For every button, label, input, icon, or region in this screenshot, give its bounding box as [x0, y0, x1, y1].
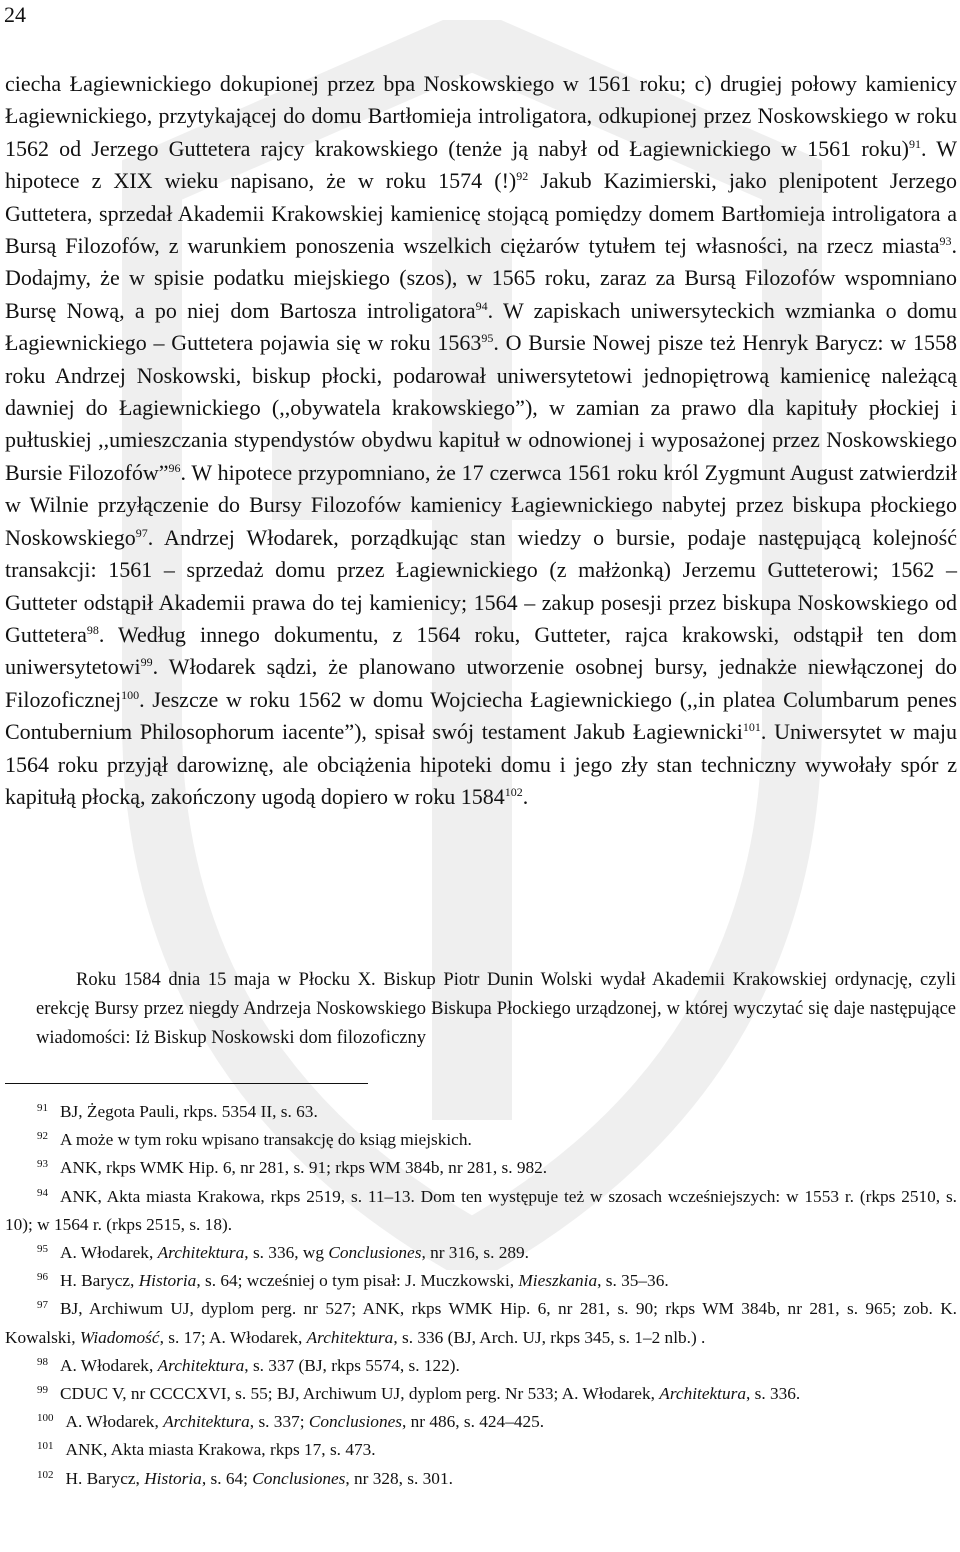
footnote-number: 97 — [37, 1299, 48, 1312]
footnote-title: Mieszkania — [518, 1271, 598, 1291]
footnote-text: ANK, Akta miasta Krakowa, rkps 17, s. 473. — [65, 1440, 376, 1460]
footnote-number: 96 — [37, 1271, 48, 1284]
text-run: . Uniwersytet w maju 1564 roku przyjął darowiznę, ale obciążenia hipoteki domu i jego zły stan techniczny wywołały spór z kapitułą płocką, zakończony ugodą dopiero w roku 1584 — [5, 719, 957, 809]
footnote-title: Historia — [138, 1271, 197, 1291]
footnote-ref: 94 — [475, 298, 488, 313]
footnote-text: , nr 328, s. 301. — [345, 1468, 453, 1488]
text-run: . Według innego dokumentu, z 1564 roku, Gutteter, rajca krakowski, odstąpił ten dom uniwersytetowi — [5, 621, 957, 680]
footnote-number: 101 — [37, 1440, 54, 1453]
footnote-91 — [5, 1098, 957, 1126]
footnote-ref: 93 — [939, 234, 952, 249]
footnote-ref: 100 — [121, 687, 140, 702]
footnote-95 — [5, 1239, 957, 1267]
page-number: 24 — [4, 2, 26, 27]
footnote-98 — [5, 1352, 957, 1380]
footnote-text: , s. 64; wcześniej o tym pisał: J. Muczkowski, — [196, 1271, 519, 1291]
footnote-number: 99 — [37, 1384, 48, 1397]
footnote-text: CDUC V, nr CCCCXVI, s. 55; BJ, Archiwum UJ, dyplom perg. Nr 533; A. Włodarek, — [60, 1384, 660, 1404]
text-run: . — [522, 783, 529, 809]
footnote-text: , s. 337 (BJ, rkps 5574, s. 122). — [244, 1355, 460, 1375]
footnote-title: Conclusiones — [328, 1243, 422, 1263]
footnote-title: Architektura — [306, 1327, 394, 1347]
footnote-text: A może w tym roku wpisano transakcję do ksiąg miejskich. — [60, 1130, 472, 1150]
footnote-number: 100 — [37, 1412, 54, 1425]
footnote-title: Wiadomość — [79, 1327, 160, 1347]
footnote-101 — [5, 1436, 957, 1464]
footnote-text: , s. 64; — [201, 1468, 253, 1488]
footnote-text: , nr 486, s. 424–425. — [401, 1412, 545, 1432]
footnote-text: , s. 336, wg — [244, 1243, 329, 1263]
footnote-94 — [5, 1183, 957, 1239]
footnote-title: Architektura — [163, 1412, 250, 1432]
footnote-title: Conclusiones — [252, 1468, 346, 1488]
footnote-ref: 98 — [86, 622, 99, 637]
footnote-number: 91 — [37, 1102, 48, 1114]
footnote-title: Architektura — [157, 1355, 245, 1375]
text-run: . W hipotece przypomniano, że 17 czerwca 1561 roku król Zygmunt August zatwierdził w Wilnie przyłączenie do Bursy Filozofów kamienicy Łagiewnickiego nabytej przez biskupa płockiego Noskowskiego — [5, 459, 957, 550]
footnote-text: H. Barycz, — [60, 1271, 139, 1291]
footnote-text: A. Włodarek, — [60, 1355, 158, 1375]
footnote-ref: 99 — [140, 655, 153, 670]
footnote-text: A. Włodarek, — [65, 1412, 164, 1432]
text-run: ciecha Łagiewnickiego dokupionej przez bpa Noskowskiego w 1561 roku; c) drugiej połowy kamienicy Łagiewnickiego, przytykającej do domu Bartłomieja introligatora, odkupionej przez Noskowskiego w roku 1562 od Jerzego Guttetera rajcy krakowskiego (tenże ją nabył od Łagiewnickiego w 1561 roku) — [5, 71, 957, 161]
footnote-text: , s. 337; — [249, 1412, 309, 1432]
footnote-text: , nr 316, s. 289. — [421, 1243, 529, 1263]
footnote-number: 98 — [37, 1355, 48, 1368]
footnote-text: , s. 35–36. — [597, 1271, 669, 1291]
text-run: . W zapiskach uniwersyteckich wzmianka o domu Łagiewnickiego – Guttetera pojawia się w roku 1563 — [5, 297, 957, 356]
footnote-99 — [5, 1380, 957, 1408]
footnote-92 — [5, 1126, 957, 1154]
text-run: . O Bursie Nowej pisze też Henryk Barycz: w 1558 roku Andrzej Noskowski, biskup płocki, podarował uniwersytetowi jednopiętrową kamienicę należącą dawniej do Łagiewnickiego (,,obywatela krakowskiego”), w zamian za prawo dla kapituły płockiej i pułtuskiej ,,umieszczania stypendystów obydwu kapituł w odnowionej i wyposażonej przez Noskowskiego Bursie Filozofów” — [5, 330, 957, 485]
footnote-text: ANK, rkps WMK Hip. 6, nr 281, s. 91; rkps WM 384b, nr 281, s. 982. — [60, 1158, 548, 1178]
footnote-102 — [5, 1465, 957, 1493]
footnote-ref: 91 — [908, 136, 921, 151]
footnote-96 — [5, 1267, 957, 1295]
text-run: . Dodajmy, że w spisie podatku miejskiego (szos), w 1565 roku, zaraz za Bursą Filozofów wspomniano Bursę Nową, a po niej dom Bartosza introligatora — [5, 233, 957, 323]
text-run: . W hipotece z XIX wieku napisano, że w roku 1574 (!) — [5, 135, 957, 194]
footnote-title: Architektura — [157, 1243, 245, 1263]
footnote-title: Conclusiones — [308, 1412, 402, 1432]
footnote-ref: 96 — [168, 460, 181, 475]
footnote-text: BJ, Archiwum UJ, dyplom perg. nr 527; ANK, rkps WMK Hip. 6, nr 281, s. 90; rkps WM 384b, nr 281, s. 965; zob. K. Kowalski, — [5, 1299, 957, 1347]
footnote-text: A. Włodarek, — [60, 1243, 158, 1263]
footnote-text: H. Barycz, — [65, 1468, 145, 1488]
footnote-97 — [5, 1295, 957, 1351]
text-run: . Andrzej Włodarek, porządkując stan wiedzy o bursie, podaje następującą kolejność transakcji: 1561 – sprzedaż domu przez Łagiewnickiego (z małżonką) Jerzemu Gutteterowi; 1562 – Gutteter odstąpił Akademii prawa do tej kamienicy; 1564 – zakup posesji przez biskupa Noskowskiego od Guttetera — [5, 524, 957, 647]
quoted-passage: Roku 1584 dnia 15 maja w Płocku X. Biskup Piotr Dunin Wolski wydał Akademii Krakowskiej ordynację, czyli erekcję Bursy przez niegdy Andrzeja Noskowskiego Biskupa Płockiego urządzonej, w której wyczytać się daje następujące wiadomości: Iż Biskup Noskowski dom filozoficzny — [36, 970, 956, 1048]
main-text — [5, 68, 957, 813]
footnote-ref: 97 — [135, 525, 148, 540]
footnote-text: , s. 17; A. Włodarek, — [159, 1327, 307, 1347]
footnote-text: , s. 336 (BJ, Arch. UJ, rkps 345, s. 1–2 nlb.) . — [393, 1327, 706, 1347]
footnote-number: 93 — [37, 1158, 48, 1171]
footnote-text: , s. 336. — [745, 1384, 801, 1404]
footnote-separator — [5, 1083, 368, 1084]
footnote-number: 94 — [37, 1186, 48, 1199]
footnote-number: 95 — [37, 1243, 48, 1256]
text-run: . Jeszcze w roku 1562 w domu Wojciecha Łagiewnickiego (,,in platea Columbarum penes Contubernium Philosophorum iacente”), spisał swój testament Jakub Łagiewnicki — [5, 686, 957, 745]
footnote-ref: 101 — [742, 720, 761, 735]
main-paragraph — [5, 68, 957, 813]
footnote-ref: 102 — [504, 784, 523, 799]
footnote-93 — [5, 1154, 957, 1182]
footnote-title: Historia — [144, 1468, 202, 1488]
footnote-text: ANK, Akta miasta Krakowa, rkps 2519, s. 11–13. Dom ten występuje też w szosach wcześniejszych: w 1553 r. (rkps 2510, s. 10); w 1564 r. (rkps 2515, s. 18). — [5, 1186, 957, 1234]
footnote-text: BJ, Żegota Pauli, rkps. 5354 II, s. 63. — [60, 1102, 318, 1121]
text-run: Jakub Kazimierski, jako plenipotent Jerzego Guttetera, sprzedał Akademii Krakowskiej kamienicę stojącą pomiędzy domem Bartłomieja introligatora a Bursą Filozofów, z warunkiem ponoszenia wszelkich ciężarów tytułem tej własności, na rzecz miasta — [5, 168, 958, 259]
text-run: . Włodarek sądzi, że planowano utworzenie osobnej bursy, jednakże niewłączonej do Filozoficznej — [5, 654, 957, 712]
footnote-ref: 95 — [481, 331, 494, 346]
footnote-number: 102 — [37, 1468, 54, 1481]
footnote-100 — [5, 1408, 957, 1436]
footnote-title: Architektura — [659, 1384, 746, 1404]
footnotes — [5, 1098, 957, 1493]
footnote-number: 92 — [37, 1130, 48, 1143]
footnote-ref: 92 — [516, 169, 529, 184]
